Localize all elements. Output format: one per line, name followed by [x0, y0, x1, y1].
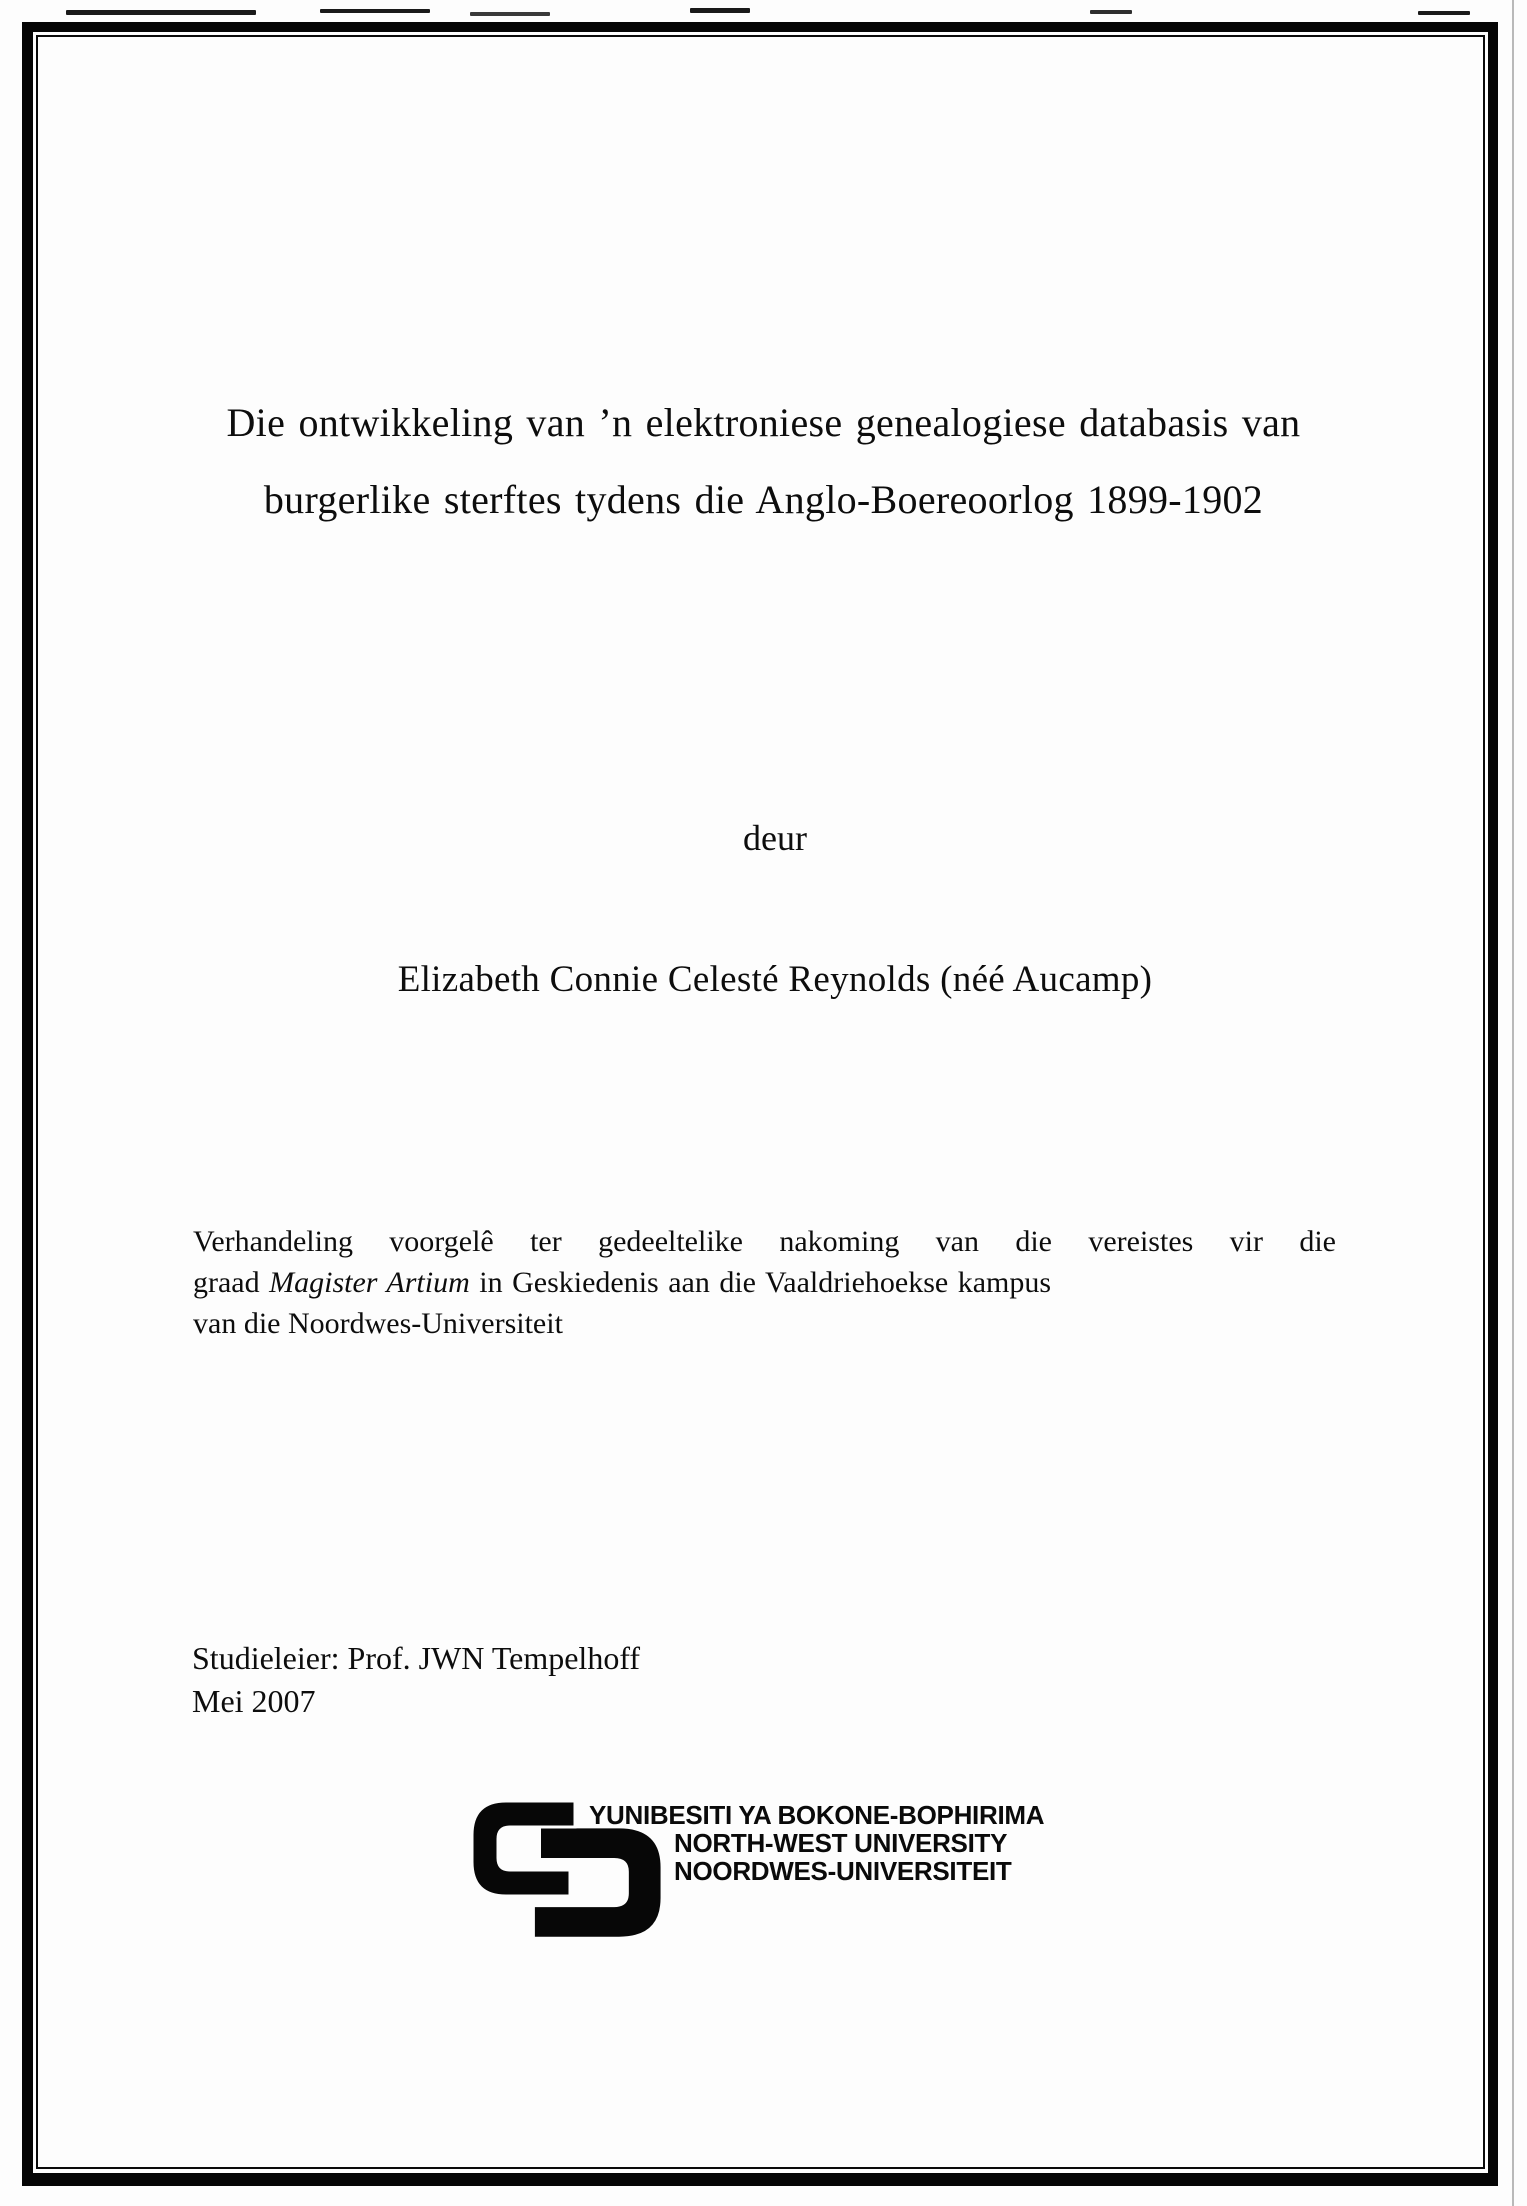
supervisor-line: Studieleier: Prof. JWN Tempelhoff: [192, 1640, 641, 1676]
degree-statement-line2: [193, 1262, 1336, 1303]
author-name: Elizabeth Connie Celesté Reynolds (néé Aucamp): [397, 959, 1153, 1000]
thesis-title-line2: burgerlike sterftes tydens die Anglo-Boereoorlog 1899-1902: [263, 477, 1264, 522]
logo-text-setswana: YUNIBESITI YA BOKONE-BOPHIRIMA: [589, 1800, 1045, 1830]
degree-statement-line3: van die Noordwes-Universiteit: [193, 1307, 563, 1340]
degree-statement-line2-prefix: graad: [193, 1266, 270, 1299]
supervisor-block: [192, 1637, 640, 1723]
logo-text-english: NORTH-WEST UNIVERSITY: [674, 1828, 1008, 1858]
degree-title-italic: Magister Artium: [269, 1266, 470, 1299]
degree-statement-line2-suffix: in Geskiedenis aan die Vaaldriehoekse kampus: [469, 1266, 1052, 1299]
degree-statement-line1: Verhandeling voorgelê ter gedeeltelike nakoming van die vereistes vir die: [193, 1225, 1336, 1258]
thesis-title-line1: Die ontwikkeling van ’n elektroniese genealogiese databasis van: [226, 400, 1301, 445]
logo-text-afrikaans: NOORDWES-UNIVERSITEIT: [674, 1856, 1012, 1886]
byline-deur: deur: [743, 818, 807, 858]
degree-statement: [193, 1221, 1336, 1344]
date-line: Mei 2007: [192, 1683, 316, 1719]
university-logo: [470, 1796, 1130, 1946]
university-logo-text: [589, 1801, 1044, 1885]
